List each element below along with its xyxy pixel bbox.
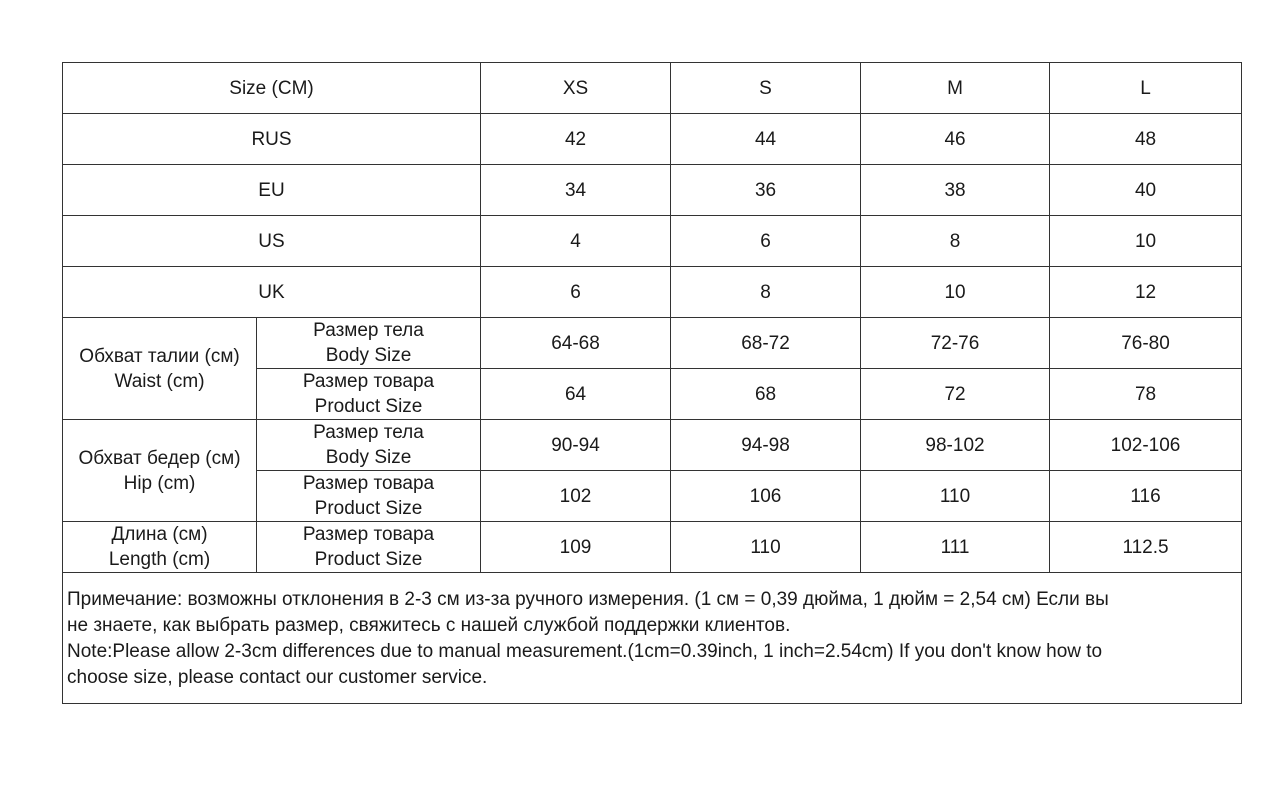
header-label: Size (CM) — [63, 63, 481, 114]
header-size: L — [1050, 63, 1242, 114]
cell: 78 — [1050, 369, 1242, 420]
cell: 64-68 — [481, 318, 671, 369]
label-ru: Размер тела — [313, 422, 424, 443]
note-line: choose size, please contact our customer service. — [67, 667, 488, 688]
cell: 90-94 — [481, 420, 671, 471]
label-ru: Размер товара — [302, 371, 435, 392]
cell: 98-102 — [861, 420, 1050, 471]
label-en: Body Size — [325, 345, 412, 366]
table-row-hip-body — [63, 420, 1242, 471]
cell: 102 — [481, 471, 671, 522]
row-label: US — [63, 216, 481, 267]
cell: 10 — [861, 267, 1050, 318]
cell: 8 — [861, 216, 1050, 267]
cell: 34 — [481, 165, 671, 216]
length-label — [63, 522, 257, 573]
cell: 6 — [671, 216, 861, 267]
row-label: EU — [63, 165, 481, 216]
cell: 102-106 — [1050, 420, 1242, 471]
cell: 48 — [1050, 114, 1242, 165]
cell: 76-80 — [1050, 318, 1242, 369]
table-row-uk — [63, 267, 1242, 318]
table-row-waist-body — [63, 318, 1242, 369]
hip-label-en: Hip (cm) — [123, 472, 196, 494]
waist-label-ru: Обхват талии (см) — [79, 345, 240, 367]
header-size: XS — [481, 63, 671, 114]
cell: 38 — [861, 165, 1050, 216]
label-en: Product Size — [314, 396, 423, 417]
label-en: Product Size — [314, 549, 423, 570]
length-label-en: Length (cm) — [108, 549, 211, 570]
cell: 4 — [481, 216, 671, 267]
cell: 106 — [671, 471, 861, 522]
waist-label — [63, 318, 257, 420]
cell: 44 — [671, 114, 861, 165]
cell: 64 — [481, 369, 671, 420]
cell: 110 — [861, 471, 1050, 522]
label-en: Product Size — [314, 498, 423, 519]
hip-label-ru: Обхват бедер (см) — [78, 447, 241, 469]
note-row — [63, 573, 1242, 704]
label-ru: Размер товара — [302, 473, 435, 494]
table-row-length — [63, 522, 1242, 573]
cell: 110 — [671, 522, 861, 573]
cell: 36 — [671, 165, 861, 216]
note-line: Note:Please allow 2-3cm differences due to manual measurement.(1cm=0.39inch, 1 inch=2.54cm) If you don't know how to — [67, 641, 1103, 662]
header-size: M — [861, 63, 1050, 114]
hip-label — [63, 420, 257, 522]
note-text — [63, 573, 1242, 704]
cell: 68 — [671, 369, 861, 420]
size-chart-table — [62, 62, 1242, 704]
table-row-us — [63, 216, 1242, 267]
table-header-row — [63, 63, 1242, 114]
cell: 111 — [861, 522, 1050, 573]
cell: 6 — [481, 267, 671, 318]
cell: 46 — [861, 114, 1050, 165]
row-label: RUS — [63, 114, 481, 165]
cell: 12 — [1050, 267, 1242, 318]
cell: 72 — [861, 369, 1050, 420]
table-row-rus — [63, 114, 1242, 165]
row-label: UK — [63, 267, 481, 318]
cell: 40 — [1050, 165, 1242, 216]
cell: 112.5 — [1050, 522, 1242, 573]
product-size-label — [257, 471, 481, 522]
note-line: Примечание: возможны отклонения в 2-3 см из-за ручного измерения. (1 см = 0,39 дюйма, 1 дюйм = 2,54 см) Если вы — [67, 589, 1109, 610]
cell: 72-76 — [861, 318, 1050, 369]
cell: 116 — [1050, 471, 1242, 522]
cell: 94-98 — [671, 420, 861, 471]
table-row-eu — [63, 165, 1242, 216]
cell: 8 — [671, 267, 861, 318]
length-label-ru: Длина (см) — [111, 524, 208, 545]
note-line: не знаете, как выбрать размер, свяжитесь с нашей службой поддержки клиентов. — [67, 615, 791, 636]
body-size-label — [257, 420, 481, 471]
product-size-label — [257, 522, 481, 573]
product-size-label — [257, 369, 481, 420]
cell: 68-72 — [671, 318, 861, 369]
cell: 10 — [1050, 216, 1242, 267]
label-ru: Размер тела — [313, 320, 424, 341]
cell: 42 — [481, 114, 671, 165]
cell: 109 — [481, 522, 671, 573]
body-size-label — [257, 318, 481, 369]
header-size: S — [671, 63, 861, 114]
label-en: Body Size — [325, 447, 412, 468]
label-ru: Размер товара — [302, 524, 435, 545]
waist-label-en: Waist (cm) — [114, 370, 205, 392]
